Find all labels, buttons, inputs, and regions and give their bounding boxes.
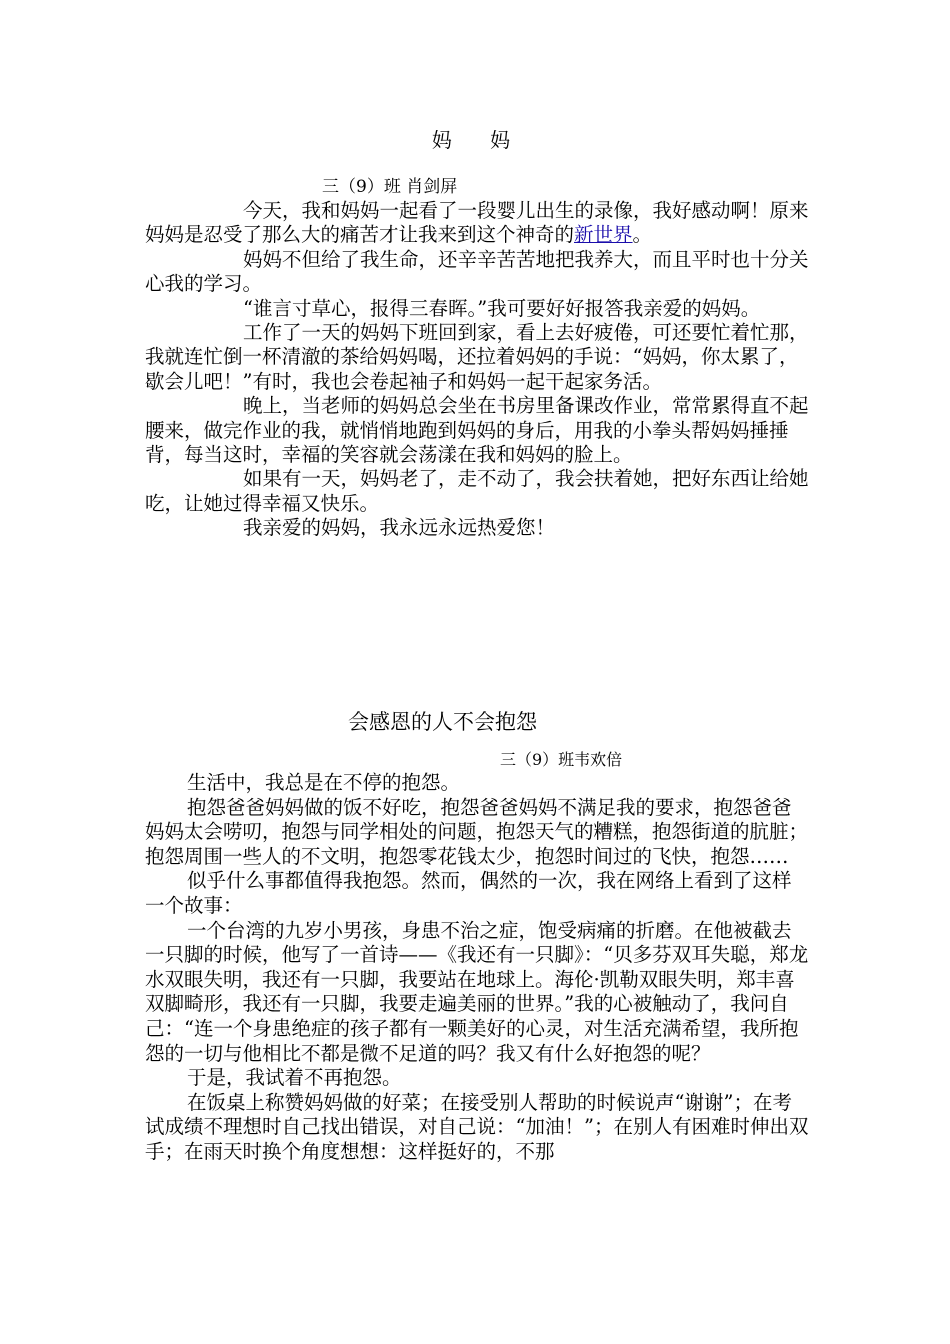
essay2-body (145, 771, 810, 1165)
essay1-body (145, 199, 810, 541)
essay1-p1-end: 。 (632, 223, 653, 247)
essay2-title: 会感恩的人不会抱怨 (348, 710, 537, 734)
essay1-paragraph-3: “谁言寸草心，报得三春晖。”我可要好好报答我亲爱的妈妈。 (243, 296, 761, 320)
essay2-paragraph-1: 生活中，我总是在不停的抱怨。 (187, 771, 461, 794)
essay2-paragraph-3: 似乎什么事都值得我抱怨。然而，偶然的一次，我在网络上看到了这样一个故事： (145, 869, 792, 917)
new-world-link[interactable]: 新世界 (574, 223, 633, 247)
essay1-title: 妈 妈 (431, 128, 527, 152)
essay2-paragraph-5: 于是，我试着不再抱怨。 (187, 1066, 402, 1090)
essay1-p1-text: 今天，我和妈妈一起看了一段婴儿出生的录像，我好感动啊！原来妈妈是忍受了那么大的痛苦才让我来到这个神奇的 (145, 199, 809, 247)
essay1-paragraph-1 (145, 199, 810, 248)
essay2-paragraph-2: 抱怨爸爸妈妈做的饭不好吃，抱怨爸爸妈妈不满足我的要求，抱怨爸爸妈妈太会唠叨，抱怨与同学相处的问题，抱怨天气的糟糕，抱怨街道的肮脏；抱怨周围一些人的不文明，抱怨零花钱太少，抱怨时间过的飞快，抱怨…… (145, 795, 809, 868)
essay2-paragraph-4: 一个台湾的九岁小男孩，身患不治之症，饱受病痛的折磨。在他被截去一只脚的时候，他写了一首诗——《我还有一只脚》：“贝多芬双耳失聪，郑龙水双眼失明，我还有一只脚，我要站在地球上。海伦·凯勒双眼失明，郑丰喜双脚畸形，我还有一只脚，我要走遍美丽的世界。”我的心被触动了，我问自己：“连一个身患绝症的孩子都有一颗美好的心灵，对生活充满希望，我所抱怨的一切与他相比不都是微不足道的吗？我又有什么好抱怨的呢？ (145, 918, 809, 1065)
essay2-byline: 三（9）班韦欢倍 (500, 750, 623, 769)
essay1-paragraph-5: 晚上，当老师的妈妈总会坐在书房里备课改作业，常常累得直不起腰来，做完作业的我，就悄悄地跑到妈妈的身后，用我的小拳头帮妈妈捶捶背，每当这时，幸福的笑容就会荡漾在我和妈妈的脸上。 (145, 394, 809, 467)
essay1-paragraph-4: 工作了一天的妈妈下班回到家，看上去好疲倦，可还要忙着忙那，我就连忙倒一杯清澈的茶给妈妈喝，还拉着妈妈的手说：“妈妈，你太累了，歇会儿吧！”有时，我也会卷起袖子和妈妈一起干起家务活。 (145, 321, 809, 393)
essay1-byline: 三（9）班 肖剑屏 (322, 177, 458, 197)
essay1-paragraph-7: 我亲爱的妈妈，我永远永远热爱您！ (243, 516, 556, 540)
essay2-paragraph-6: 在饭桌上称赞妈妈做的好菜；在接受别人帮助的时候说声“谢谢”；在考试成绩不理想时自己找出错误，对自己说：“加油！”；在别人有困难时伸出双手；在雨天时换个角度想想：这样挺好的，不那 (145, 1090, 809, 1163)
essay1-paragraph-6: 如果有一天，妈妈老了，走不动了，我会扶着她，把好东西让给她吃，让她过得幸福又快乐。 (145, 467, 809, 515)
essay1-paragraph-2: 妈妈不但给了我生命，还辛辛苦苦地把我养大，而且平时也十分关心我的学习。 (145, 247, 809, 296)
